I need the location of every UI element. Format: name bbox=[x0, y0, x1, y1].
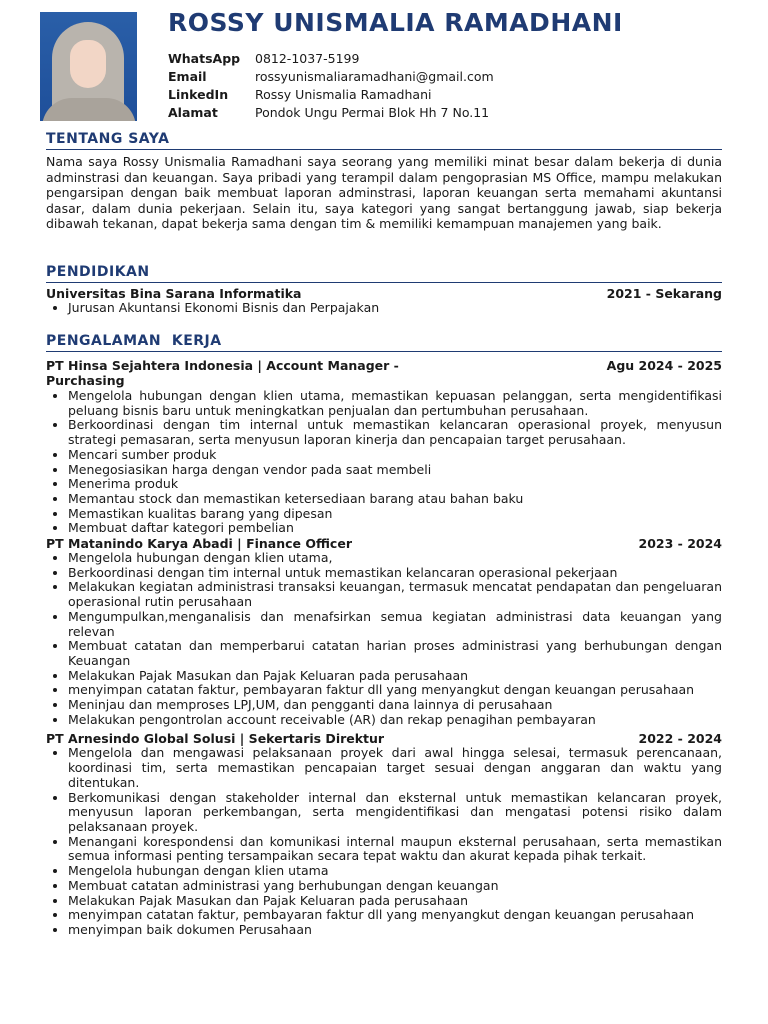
list-item: • Melakukan Pajak Masukan dan Pajak Keluaran pada perusahaan bbox=[68, 894, 722, 909]
list-item: • Mengumpulkan,menganalisis dan menafsirkan semua kegiatan administrasi data keuangan yang relevan bbox=[68, 610, 722, 639]
education-section bbox=[46, 264, 722, 316]
list-item: • Mengelola hubungan dengan klien utama, memastikan kepuasan pelanggan, serta mengidentifikasi peluang bisnis baru untuk meningkatkan penjualan dan pertumbuhan perusahaan. bbox=[68, 389, 722, 418]
list-item: • Membuat catatan administrasi yang berhubungan dengan keuangan bbox=[68, 879, 722, 894]
about-section bbox=[46, 131, 722, 232]
education-period: 2021 - Sekarang bbox=[606, 286, 722, 301]
contact-label: Alamat bbox=[168, 105, 218, 120]
list-item: • Mengelola hubungan dengan klien utama bbox=[68, 864, 722, 879]
list-item: • Berkoordinasi dengan tim internal untuk memastikan kelancaran operasional proyek, menyusun strategi pemasaran, serta menyusun laporan kinerja dan pencapaian target perusahaan. bbox=[68, 418, 722, 447]
contact-row-linkedin bbox=[168, 86, 494, 104]
list-item: • Mengelola dan mengawasi pelaksanaan proyek dari awal hingga selesai, termasuk perencanaan, koordinasi tim, serta memastikan pencapaian target sesuai dengan anggaran dan waktu yang ditentukan. bbox=[68, 746, 722, 790]
section-title: TENTANG SAYA bbox=[46, 131, 722, 150]
list-item: • Menegosiasikan harga dengan vendor pada saat membeli bbox=[68, 463, 722, 478]
section-title: PENDIDIKAN bbox=[46, 264, 722, 283]
school-name: Universitas Bina Sarana Informatika bbox=[46, 286, 302, 301]
list-item: • menyimpan baik dokumen Perusahaan bbox=[68, 923, 722, 938]
list-item: • Jurusan Akuntansi Ekonomi Bisnis dan Perpajakan bbox=[68, 301, 722, 316]
list-item: • Meninjau dan memproses LPJ,UM, dan pengganti dana lainnya di perusahaan bbox=[68, 698, 722, 713]
contact-info bbox=[168, 50, 494, 122]
job-entry bbox=[46, 536, 722, 727]
job-period: Agu 2024 - 2025 bbox=[606, 358, 722, 373]
job-entry bbox=[46, 731, 722, 937]
contact-row-email bbox=[168, 68, 494, 86]
contact-row-whatsapp bbox=[168, 50, 494, 68]
job-duties bbox=[46, 746, 722, 937]
experience-section bbox=[46, 333, 722, 938]
list-item: • menyimpan catatan faktur, pembayaran faktur dll yang menyangkut dengan keuangan perusahaan bbox=[68, 683, 722, 698]
job-period: 2023 - 2024 bbox=[638, 536, 722, 552]
list-item: • Mengelola hubungan dengan klien utama, bbox=[68, 551, 722, 566]
list-item: • Melakukan pengontrolan account receivable (AR) dan rekap penagihan pembayaran bbox=[68, 713, 722, 728]
list-item: • menyimpan catatan faktur, pembayaran faktur dll yang menyangkut dengan keuangan perusahaan bbox=[68, 908, 722, 923]
job-period: 2022 - 2024 bbox=[638, 731, 722, 747]
about-text: Nama saya Rossy Unismalia Ramadhani saya seorang yang memiliki minat besar dalam bekerja di dunia adminstrasi dan keuangan. Saya pribadi yang terampil dalam pengoprasian MS Office, mampu melakukan pengarsipan dengan baik membuat laporan adminstrasi, laporan keuangan serta memahami akuntansi dasar, dalam dunia pekerjaan. Selain itu, saya kategori yang sangat bertanggung jawab, siap bekerja dibawah tekanan, dapat bekerja sama dengan tim & memiliki kemampuan manajemen yang baik. bbox=[46, 154, 722, 232]
job-role: PT Matanindo Karya Abadi | Finance Officer bbox=[46, 536, 352, 552]
job-role: PT Hinsa Sejahtera Indonesia | Account Manager - Purchasing bbox=[46, 358, 399, 388]
job-header bbox=[46, 731, 722, 746]
list-item: • Memastikan kualitas barang yang dipesan bbox=[68, 507, 722, 522]
list-item: • Mencari sumber produk bbox=[68, 448, 722, 463]
contact-row-address bbox=[168, 104, 494, 122]
full-name: ROSSY UNISMALIA RAMADHANI bbox=[168, 8, 623, 37]
contact-label: WhatsApp bbox=[168, 51, 241, 66]
job-duties bbox=[46, 389, 722, 536]
education-list bbox=[46, 301, 722, 316]
job-header bbox=[46, 536, 722, 551]
list-item: • Berkomunikasi dengan stakeholder internal dan eksternal untuk memastikan kelancaran proyek, menyusun laporan perkembangan, serta mengidentifikasi dan mengatasi potensi risiko dalam pelaksanaan proyek. bbox=[68, 791, 722, 835]
list-item: • Melakukan kegiatan administrasi transaksi keuangan, termasuk mencatat pendapatan dan pengeluaran operasional rutin perusahaan bbox=[68, 580, 722, 609]
list-item: • Melakukan Pajak Masukan dan Pajak Keluaran pada perusahaan bbox=[68, 669, 722, 684]
profile-photo bbox=[40, 12, 137, 121]
education-entry-header bbox=[46, 286, 722, 301]
job-header bbox=[46, 358, 722, 388]
job-entry bbox=[46, 358, 722, 536]
list-item: • Menerima produk bbox=[68, 477, 722, 492]
section-title: PENGALAMAN KERJA bbox=[46, 333, 722, 352]
contact-label: Email bbox=[168, 69, 207, 84]
contact-label: LinkedIn bbox=[168, 87, 229, 102]
list-item: • Membuat daftar kategori pembelian bbox=[68, 521, 722, 536]
contact-value: rossyunismaliaramadhani@gmail.com bbox=[255, 69, 494, 84]
list-item: • Berkoordinasi dengan tim internal untuk memastikan kelancaran operasional pekerjaan bbox=[68, 566, 722, 581]
list-item: • Menangani korespondensi dan komunikasi internal maupun eksternal perusahaan, serta memastikan semua informasi penting tersampaikan secara tepat waktu dan akurat kepada pihak terkait. bbox=[68, 835, 722, 864]
list-item: • Memantau stock dan memastikan ketersediaan barang atau bahan baku bbox=[68, 492, 722, 507]
contact-value: Pondok Ungu Permai Blok Hh 7 No.11 bbox=[255, 105, 490, 120]
contact-value: 0812-1037-5199 bbox=[255, 51, 360, 66]
job-duties bbox=[46, 551, 722, 727]
list-item: • Membuat catatan dan memperbarui catatan harian proses administrasi yang berhubungan dengan Keuangan bbox=[68, 639, 722, 668]
contact-value: Rossy Unismalia Ramadhani bbox=[255, 87, 432, 102]
job-role: PT Arnesindo Global Solusi | Sekertaris Direktur bbox=[46, 731, 385, 747]
